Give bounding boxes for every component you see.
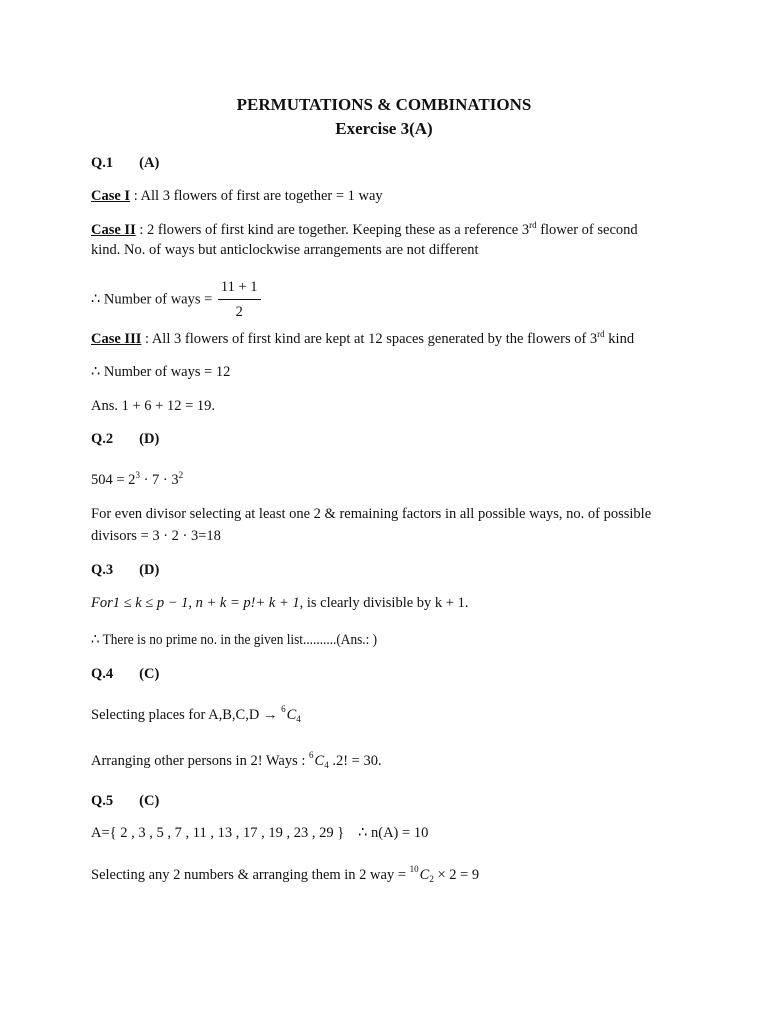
q5-text: × 2 = 9 xyxy=(433,867,480,883)
case-label: Case I xyxy=(91,188,131,204)
expr-part: 504 = 2 xyxy=(91,472,136,488)
q3-conclusion: ∴ There is no prime no. in the given list..........(Ans.: ) xyxy=(91,632,378,648)
combination-subscript: 4 xyxy=(324,760,329,770)
q4-text: Selecting places for A,B,C,D xyxy=(91,707,263,723)
case-text: flower of second xyxy=(536,222,638,238)
q1-case3 xyxy=(91,329,635,347)
q1-case2-line2: kind. No. of ways but anticlockwise arrangements are not different xyxy=(91,242,479,258)
superscript: rd xyxy=(529,220,537,230)
combination-superscript: 6 xyxy=(309,750,314,760)
combination-subscript: 2 xyxy=(429,874,434,884)
fraction-denominator: 2 xyxy=(235,303,243,320)
fraction-numerator: 11 + 1 xyxy=(218,280,261,300)
question-2-header xyxy=(91,432,159,447)
case-text: kind xyxy=(604,331,635,347)
q1-case1 xyxy=(91,189,383,204)
question-number: Q.4 xyxy=(91,666,114,682)
q4-line1 xyxy=(91,704,301,724)
question-number: Q.2 xyxy=(91,431,114,447)
case-label: Case III xyxy=(91,331,142,347)
q4-text: .2! = 30. xyxy=(328,753,382,769)
q4-line2 xyxy=(91,750,382,770)
superscript: 2 xyxy=(178,470,184,480)
q1-case2-line1 xyxy=(91,220,638,238)
question-answer: (D) xyxy=(139,431,160,447)
q2-expression xyxy=(91,470,184,488)
question-answer: (C) xyxy=(139,793,160,809)
q1-ways-12: ∴ Number of ways = 12 xyxy=(91,364,231,380)
case-text: : 2 flowers of first kind are together. Keeping these as a reference 3 xyxy=(135,222,530,238)
q3-statement xyxy=(91,596,468,611)
expr-part: · 7 · 3 xyxy=(139,472,179,488)
q5-selection-line xyxy=(91,864,480,884)
question-number: Q.1 xyxy=(91,155,114,171)
combination-letter: C xyxy=(314,753,325,769)
combination-letter: C xyxy=(286,707,297,723)
case-text: : All 3 flowers of first are together = 1 way xyxy=(130,188,383,204)
q2-text-line1: For even divisor selecting at least one 2 & remaining factors in all possible ways, no. of possible xyxy=(91,506,652,522)
case-label: Case II xyxy=(91,222,136,238)
fraction xyxy=(218,280,261,319)
q3-text: , is clearly divisible by k + 1. xyxy=(299,595,469,611)
q2-text-line2: divisors = 3 · 2 · 3=18 xyxy=(91,528,221,544)
superscript: rd xyxy=(597,329,605,339)
ways-prefix: ∴ Number of ways = xyxy=(91,291,213,308)
case-text: : All 3 flowers of first kind are kept at 12 spaces generated by the flowers of 3 xyxy=(141,331,598,347)
question-answer: (C) xyxy=(139,666,160,682)
question-3-header xyxy=(91,563,159,578)
arrow-icon: → xyxy=(262,707,278,723)
q1-ways-fraction xyxy=(91,280,261,319)
question-number: Q.5 xyxy=(91,793,114,809)
page-title: PERMUTATIONS & COMBINATIONS xyxy=(236,95,532,114)
q4-text: Arranging other persons in 2! Ways : xyxy=(91,753,310,769)
set-definition: A={ 2 , 3 , 5 , 7 , 11 , 13 , 17 , 19 , 23 , 29 } xyxy=(91,825,345,841)
combination-subscript: 4 xyxy=(296,714,301,724)
superscript: 3 xyxy=(135,470,140,480)
q3-formula: For1 ≤ k ≤ p − 1, n + k = p!+ k + 1 xyxy=(91,595,300,611)
question-answer: (A) xyxy=(139,155,160,171)
combination-letter: C xyxy=(419,867,430,883)
question-number: Q.3 xyxy=(91,562,114,578)
question-4-header xyxy=(91,667,159,682)
combination-superscript: 10 xyxy=(409,864,419,874)
question-1-header xyxy=(91,156,159,171)
combination-superscript: 6 xyxy=(281,704,286,714)
q5-text: Selecting any 2 numbers & arranging them in 2 way = xyxy=(91,867,410,883)
question-5-header xyxy=(91,794,159,809)
set-cardinality: ∴ n(A) = 10 xyxy=(358,825,429,841)
question-answer: (D) xyxy=(139,562,160,578)
q5-set-line xyxy=(91,826,428,841)
page-subtitle: Exercise 3(A) xyxy=(335,119,433,138)
q1-answer-line: Ans. 1 + 6 + 12 = 19. xyxy=(91,398,216,414)
